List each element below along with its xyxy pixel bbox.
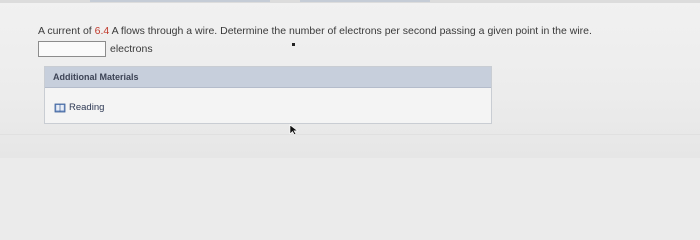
- answer-input[interactable]: [38, 41, 106, 57]
- reading-link[interactable]: [54, 101, 104, 113]
- answer-unit: electrons: [110, 43, 153, 55]
- cursor-mark: [292, 43, 295, 46]
- question-text: [38, 25, 592, 37]
- question-suffix: A flows through a wire. Determine the number of electrons per second passing a given point in the wire.: [109, 25, 592, 37]
- reading-link-label: Reading: [69, 101, 105, 113]
- question-prefix: A current of: [38, 25, 95, 37]
- mouse-pointer-icon: [289, 123, 299, 141]
- additional-materials-header: Additional Materials: [45, 67, 491, 88]
- top-divider: [0, 0, 700, 3]
- bottom-divider: [0, 134, 700, 135]
- question-current-value: 6.4: [94, 25, 110, 37]
- answer-row: [38, 40, 153, 58]
- additional-materials-panel: [44, 66, 492, 124]
- book-icon: [54, 101, 66, 113]
